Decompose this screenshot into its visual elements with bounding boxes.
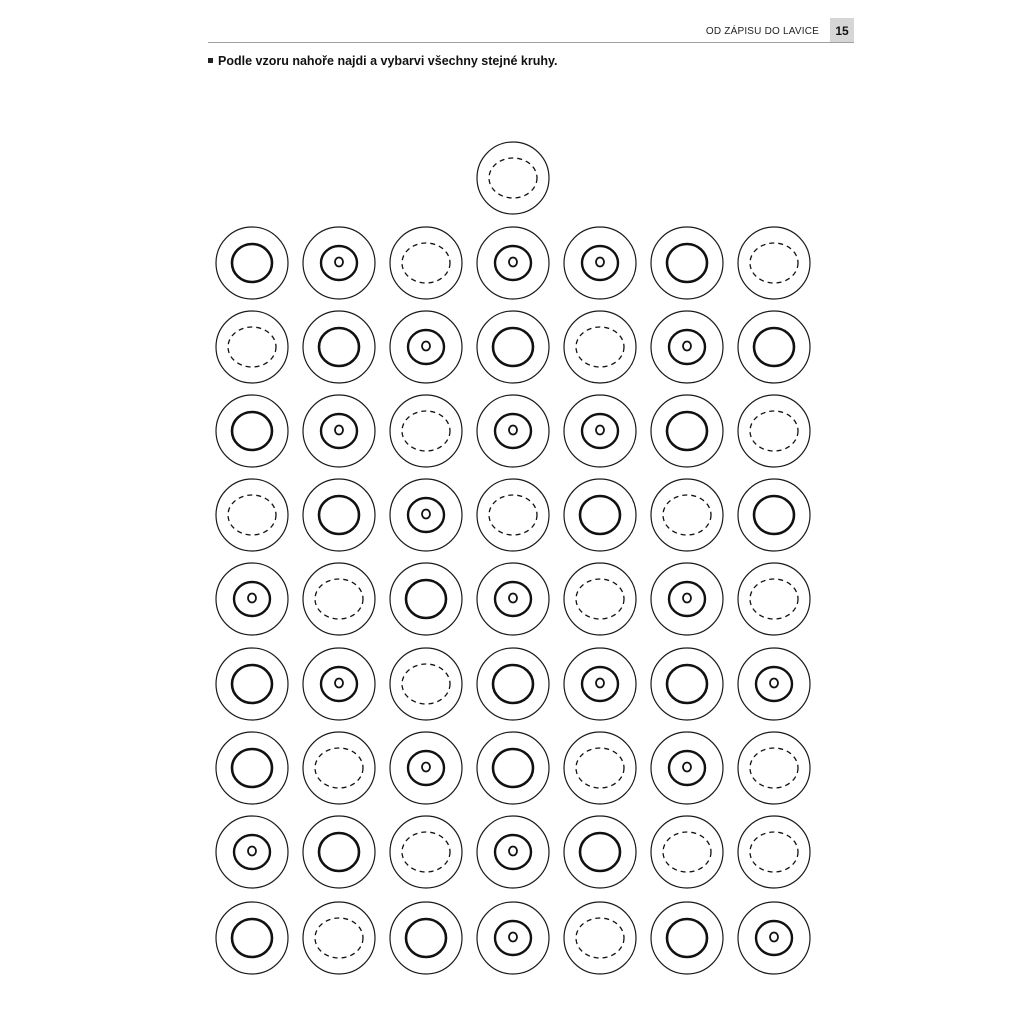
outer-ring [738, 902, 810, 974]
circle-r2-c7[interactable] [738, 311, 810, 383]
outer-ring [738, 227, 810, 299]
outer-ring [390, 902, 462, 974]
circle-r8-c2[interactable] [303, 816, 375, 888]
circle-r6-c2[interactable] [303, 648, 375, 720]
sample-circle[interactable] [477, 142, 549, 214]
outer-ring [564, 479, 636, 551]
outer-ring [390, 563, 462, 635]
outer-ring [651, 816, 723, 888]
outer-ring [216, 563, 288, 635]
circle-r6-c1[interactable] [216, 648, 288, 720]
circle-r9-c7[interactable] [738, 902, 810, 974]
outer-ring [651, 227, 723, 299]
circle-r7-c7[interactable] [738, 732, 810, 804]
circle-r8-c5[interactable] [564, 816, 636, 888]
circle-r1-c1[interactable] [216, 227, 288, 299]
circle-r4-c2[interactable] [303, 479, 375, 551]
outer-ring [303, 395, 375, 467]
circle-r5-c7[interactable] [738, 563, 810, 635]
circle-r8-c3[interactable] [390, 816, 462, 888]
outer-ring [564, 395, 636, 467]
circle-r7-c3[interactable] [390, 732, 462, 804]
circle-r2-c1[interactable] [216, 311, 288, 383]
circle-r5-c3[interactable] [390, 563, 462, 635]
circle-r7-c1[interactable] [216, 732, 288, 804]
circle-r3-c2[interactable] [303, 395, 375, 467]
outer-ring [216, 395, 288, 467]
circle-r8-c1[interactable] [216, 816, 288, 888]
outer-ring [303, 563, 375, 635]
circle-r9-c4[interactable] [477, 902, 549, 974]
circle-r2-c5[interactable] [564, 311, 636, 383]
circle-r5-c5[interactable] [564, 563, 636, 635]
outer-ring [477, 648, 549, 720]
circle-r5-c2[interactable] [303, 563, 375, 635]
outer-ring [564, 227, 636, 299]
circle-r8-c4[interactable] [477, 816, 549, 888]
outer-ring [477, 142, 549, 214]
circle-r1-c6[interactable] [651, 227, 723, 299]
circle-r1-c3[interactable] [390, 227, 462, 299]
circle-r1-c4[interactable] [477, 227, 549, 299]
circle-r9-c1[interactable] [216, 902, 288, 974]
circle-r6-c5[interactable] [564, 648, 636, 720]
circle-r3-c1[interactable] [216, 395, 288, 467]
outer-ring [390, 648, 462, 720]
outer-ring [477, 311, 549, 383]
circle-r8-c7[interactable] [738, 816, 810, 888]
outer-ring [564, 816, 636, 888]
outer-ring [303, 816, 375, 888]
instruction-text: Podle vzoru nahoře najdi a vybarvi všechny stejné kruhy. [218, 54, 558, 68]
circle-r1-c7[interactable] [738, 227, 810, 299]
outer-ring [738, 732, 810, 804]
outer-ring [477, 816, 549, 888]
outer-ring [303, 311, 375, 383]
circle-r5-c6[interactable] [651, 563, 723, 635]
circle-r4-c4[interactable] [477, 479, 549, 551]
outer-ring [564, 563, 636, 635]
outer-ring [651, 648, 723, 720]
outer-ring [651, 563, 723, 635]
circle-r2-c6[interactable] [651, 311, 723, 383]
page-number-badge: 15 [830, 18, 854, 42]
circle-r3-c5[interactable] [564, 395, 636, 467]
circle-r4-c7[interactable] [738, 479, 810, 551]
circle-r4-c5[interactable] [564, 479, 636, 551]
header-title: OD ZÁPISU DO LAVICE [705, 26, 819, 37]
outer-ring [738, 816, 810, 888]
outer-ring [390, 732, 462, 804]
outer-ring [303, 479, 375, 551]
outer-ring [477, 732, 549, 804]
circle-r9-c2[interactable] [303, 902, 375, 974]
circle-r7-c6[interactable] [651, 732, 723, 804]
outer-ring [216, 311, 288, 383]
circle-r3-c6[interactable] [651, 395, 723, 467]
outer-ring [216, 479, 288, 551]
outer-ring [564, 648, 636, 720]
circle-r5-c1[interactable] [216, 563, 288, 635]
circle-r6-c3[interactable] [390, 648, 462, 720]
circle-r7-c2[interactable] [303, 732, 375, 804]
circle-r7-c4[interactable] [477, 732, 549, 804]
circle-r4-c3[interactable] [390, 479, 462, 551]
circle-r7-c5[interactable] [564, 732, 636, 804]
outer-ring [738, 395, 810, 467]
circle-r4-c1[interactable] [216, 479, 288, 551]
circle-r4-c6[interactable] [651, 479, 723, 551]
outer-ring [738, 563, 810, 635]
outer-ring [738, 311, 810, 383]
circle-r6-c4[interactable] [477, 648, 549, 720]
circle-r8-c6[interactable] [651, 816, 723, 888]
outer-ring [303, 902, 375, 974]
circle-r1-c2[interactable] [303, 227, 375, 299]
circle-r2-c3[interactable] [390, 311, 462, 383]
circle-r3-c4[interactable] [477, 395, 549, 467]
outer-ring [216, 227, 288, 299]
outer-ring [564, 311, 636, 383]
outer-ring [390, 395, 462, 467]
outer-ring [738, 479, 810, 551]
circle-r6-c7[interactable] [738, 648, 810, 720]
outer-ring [390, 311, 462, 383]
outer-ring [651, 732, 723, 804]
outer-ring [477, 227, 549, 299]
outer-ring [303, 227, 375, 299]
circle-r2-c4[interactable] [477, 311, 549, 383]
outer-ring [477, 563, 549, 635]
outer-ring [390, 479, 462, 551]
outer-ring [390, 816, 462, 888]
outer-ring [651, 395, 723, 467]
outer-ring [564, 902, 636, 974]
circle-r9-c5[interactable] [564, 902, 636, 974]
outer-ring [651, 479, 723, 551]
outer-ring [477, 479, 549, 551]
circle-r2-c2[interactable] [303, 311, 375, 383]
outer-ring [216, 732, 288, 804]
outer-ring [303, 732, 375, 804]
outer-ring [477, 902, 549, 974]
circle-r9-c3[interactable] [390, 902, 462, 974]
circle-r3-c3[interactable] [390, 395, 462, 467]
circle-r3-c7[interactable] [738, 395, 810, 467]
circle-r9-c6[interactable] [651, 902, 723, 974]
outer-ring [477, 395, 549, 467]
outer-ring [216, 648, 288, 720]
circle-r5-c4[interactable] [477, 563, 549, 635]
outer-ring [738, 648, 810, 720]
outer-ring [564, 732, 636, 804]
outer-ring [303, 648, 375, 720]
outer-ring [651, 902, 723, 974]
outer-ring [390, 227, 462, 299]
circle-r6-c6[interactable] [651, 648, 723, 720]
outer-ring [216, 902, 288, 974]
outer-ring [216, 816, 288, 888]
circle-r1-c5[interactable] [564, 227, 636, 299]
outer-ring [651, 311, 723, 383]
